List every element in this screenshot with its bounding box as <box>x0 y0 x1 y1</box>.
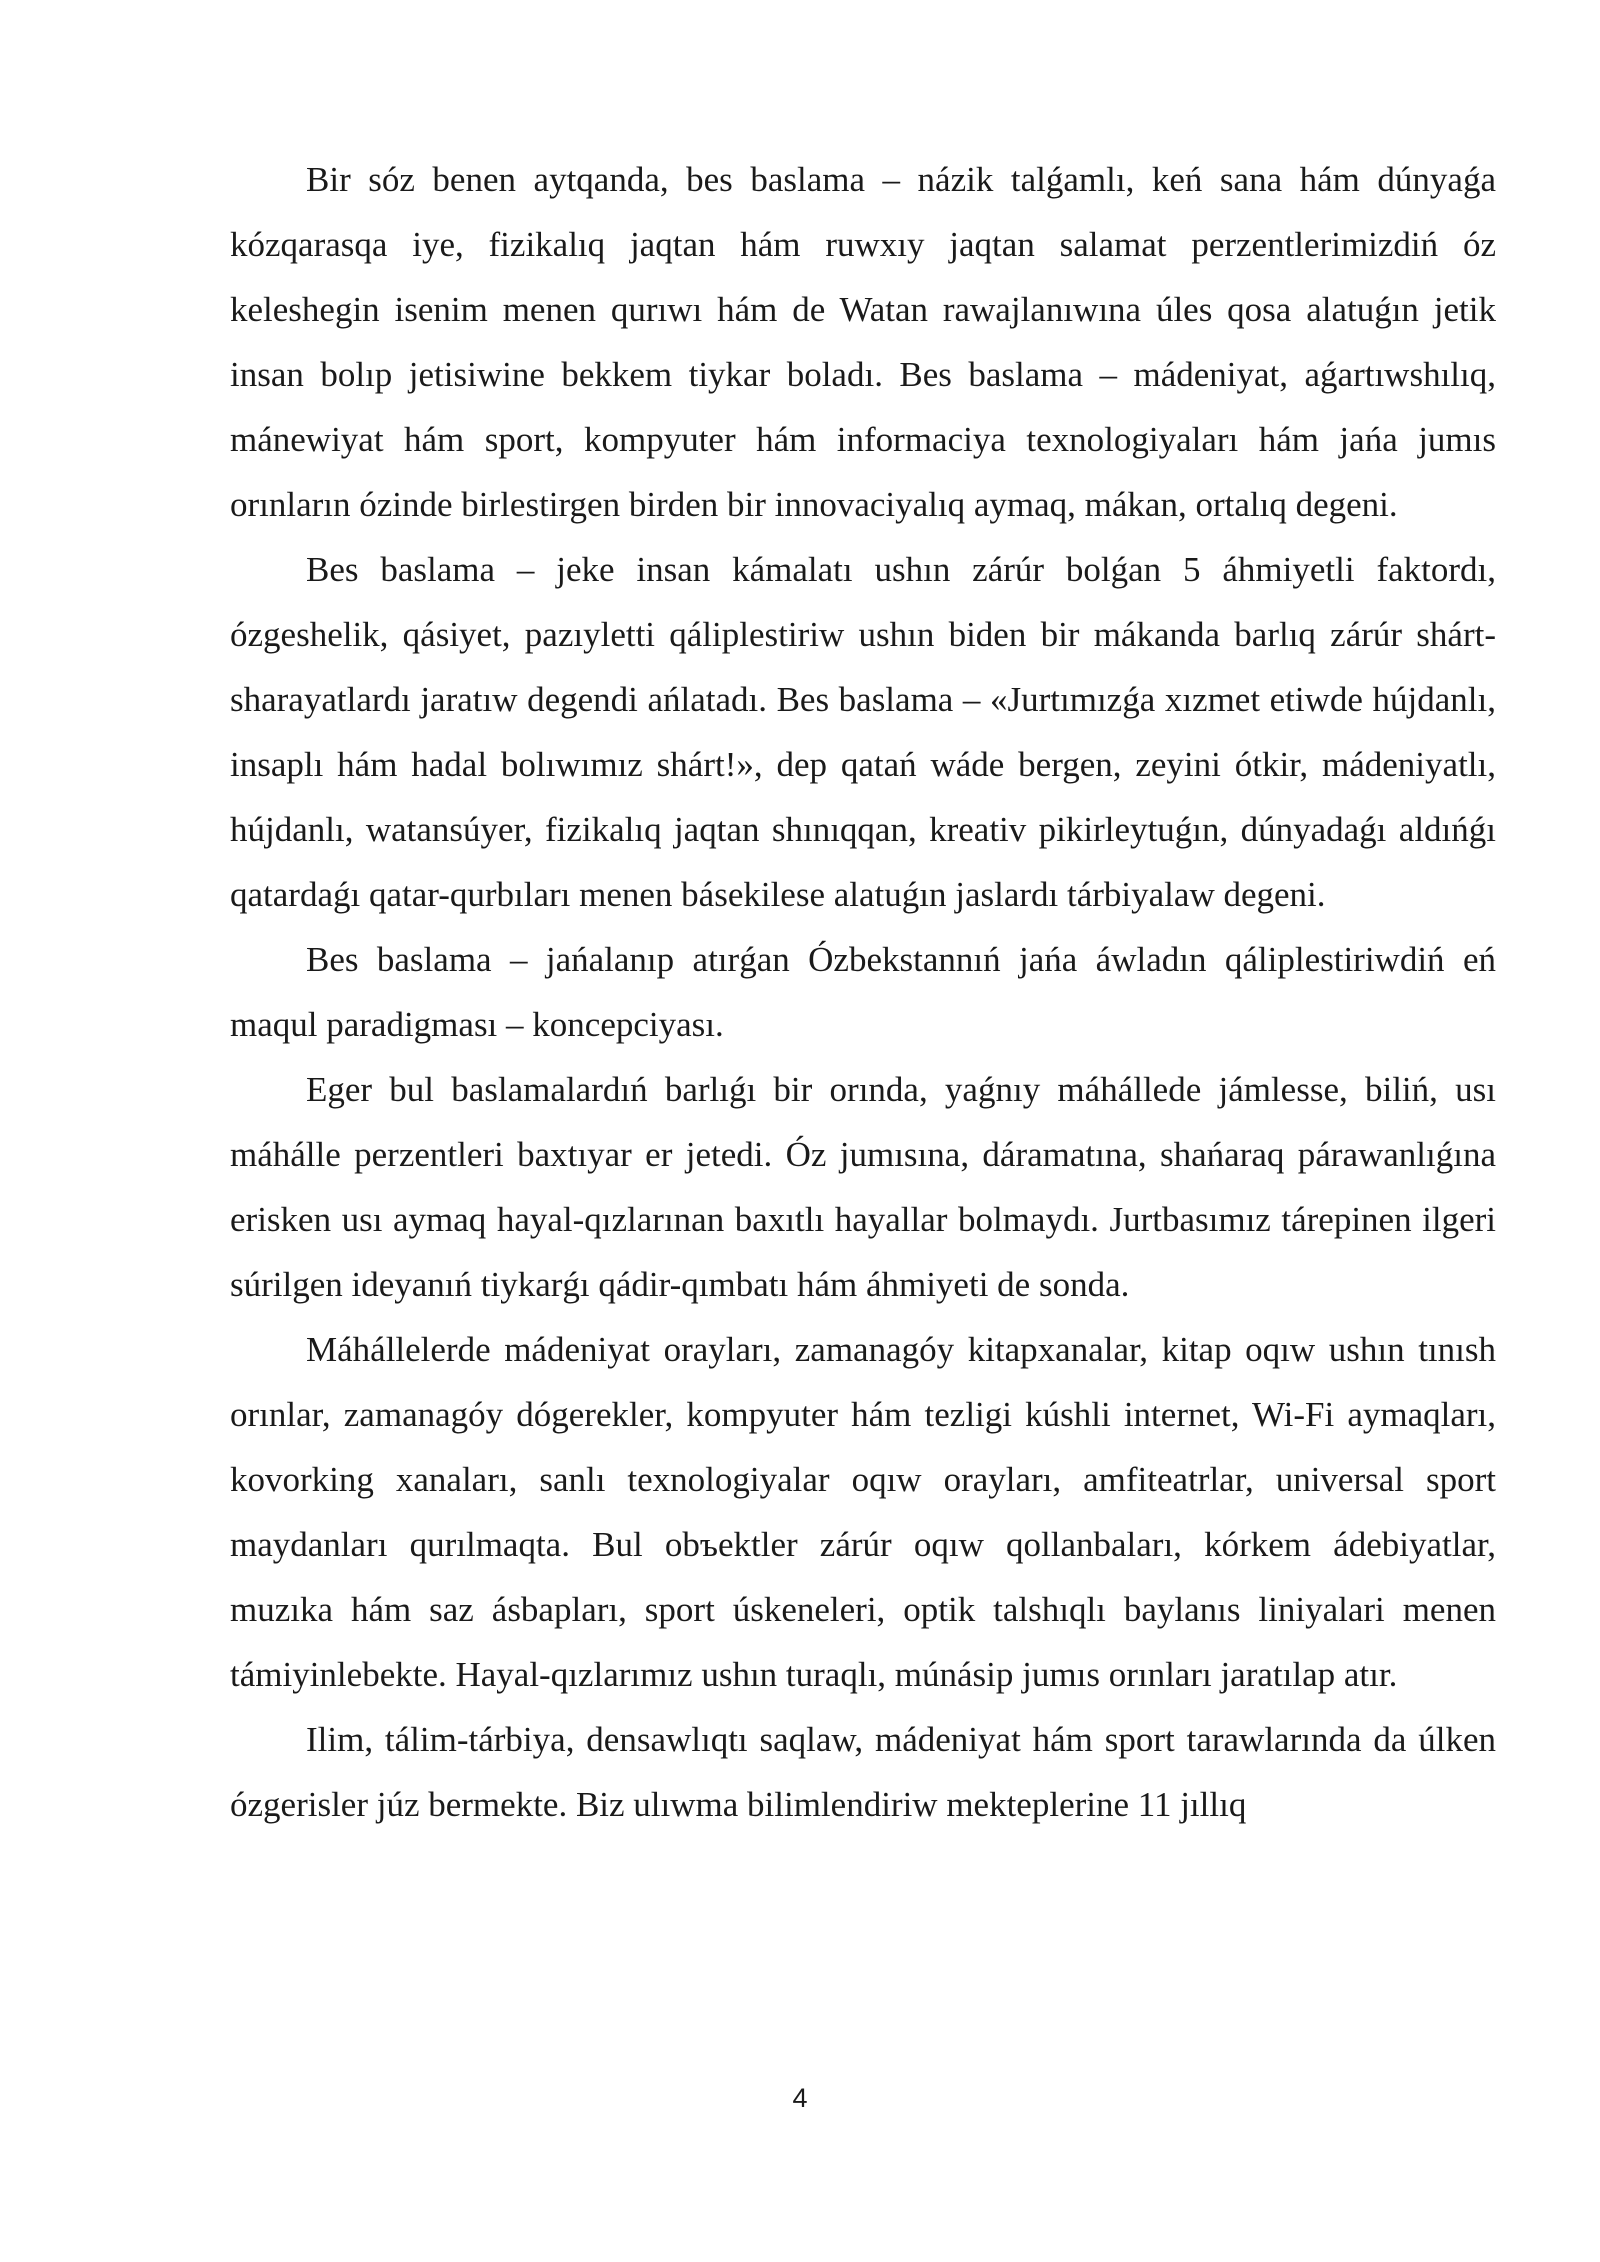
page-number: 4 <box>792 2083 808 2113</box>
paragraph: Bes baslama – jańalanıp atırǵan Ózbekstannıń jańa áwladın qáliplestiriwdiń eń maqul paradigması – koncepciyası. <box>230 940 1496 1044</box>
paragraph: Eger bul baslamalardıń barlıǵı bir orında, yaǵnıy máhállede jámlesse, biliń, usı máhálle perzentleri baxtıyar er jetedi. Óz jumısına, dáramatına, shańaraq párawanlıǵına erisken usı aymaq hayal-qızlarınan baxıtlı hayallar bolmaydı. Jurtbasımız tárepinen ilgeri súrilgen ideyanıń tiykarǵı qádir-qımbatı hám áhmiyeti de sonda. <box>230 1070 1496 1304</box>
paragraph: Bir sóz benen aytqanda, bes baslama – názik talǵamlı, keń sana hám dúnyaǵa kózqarasqa iye, fizikalıq jaqtan hám ruwxıy jaqtan salamat perzentlerimizdiń óz keleshegin isenim menen qurıwı hám de Watan rawajlanıwına úles qosa alatuǵın jetik insan bolıp jetisiwine bekkem tiykar boladı. Bes baslama – mádeniyat, aǵartıwshılıq, mánewiyat hám sport, kompyuter hám informaciya texnologiyaları hám jańa jumıs orınların ózinde birlestirgen birden bir innovaciyalıq aymaq, mákan, ortalıq degeni. <box>230 160 1496 524</box>
paragraph: Ilim, tálim-tárbiya, densawlıqtı saqlaw, mádeniyat hám sport tarawlarında da úlken ózgerisler júz bermekte. Biz ulıwma bilimlendiriw mekteplerine 11 jıllıq <box>230 1720 1496 1824</box>
paragraph: Bes baslama – jeke insan kámalatı ushın zárúr bolǵan 5 áhmiyetli faktordı, ózgeshelik, qásiyet, pazıyletti qáliplestiriw ushın biden bir mákanda barlıq zárúr shárt-sharayatlardı jaratıw degendi ańlatadı. Bes baslama – «Jurtımızǵa xızmet etiwde hújdanlı, insaplı hám hadal bolıwımız shárt!», dep qatań wáde bergen, zeyini ótkir, mádeniyatlı, hújdanlı, watansúyer, fizikalıq jaqtan shınıqqan, kreativ pikirleytuǵın, dúnyadaǵı aldıńǵı qatardaǵı qatar-qurbıları menen básekilese alatuǵın jaslardı tárbiyalaw degeni. <box>230 550 1496 914</box>
document-body <box>230 147 1496 1837</box>
paragraph: Máhállelerde mádeniyat orayları, zamanagóy kitapxanalar, kitap oqıw ushın tınısh orınlar, zamanagóy dógerekler, kompyuter hám tezligi kúshli internet, Wi-Fi aymaqları, kovorking xanaları, sanlı texnologiyalar oqıw orayları, amfiteatrlar, universal sport maydanları qurılmaqta. Bul obъektler zárúr oqıw qollanbaları, kórkem ádebiyatlar, muzıka hám saz ásbapları, sport úskeneleri, optik talshıqlı baylanıs liniyalari menen támiyinlebekte. Hayal-qızlarımız ushın turaqlı, múnásip jumıs orınları jaratılap atır. <box>230 1330 1496 1694</box>
